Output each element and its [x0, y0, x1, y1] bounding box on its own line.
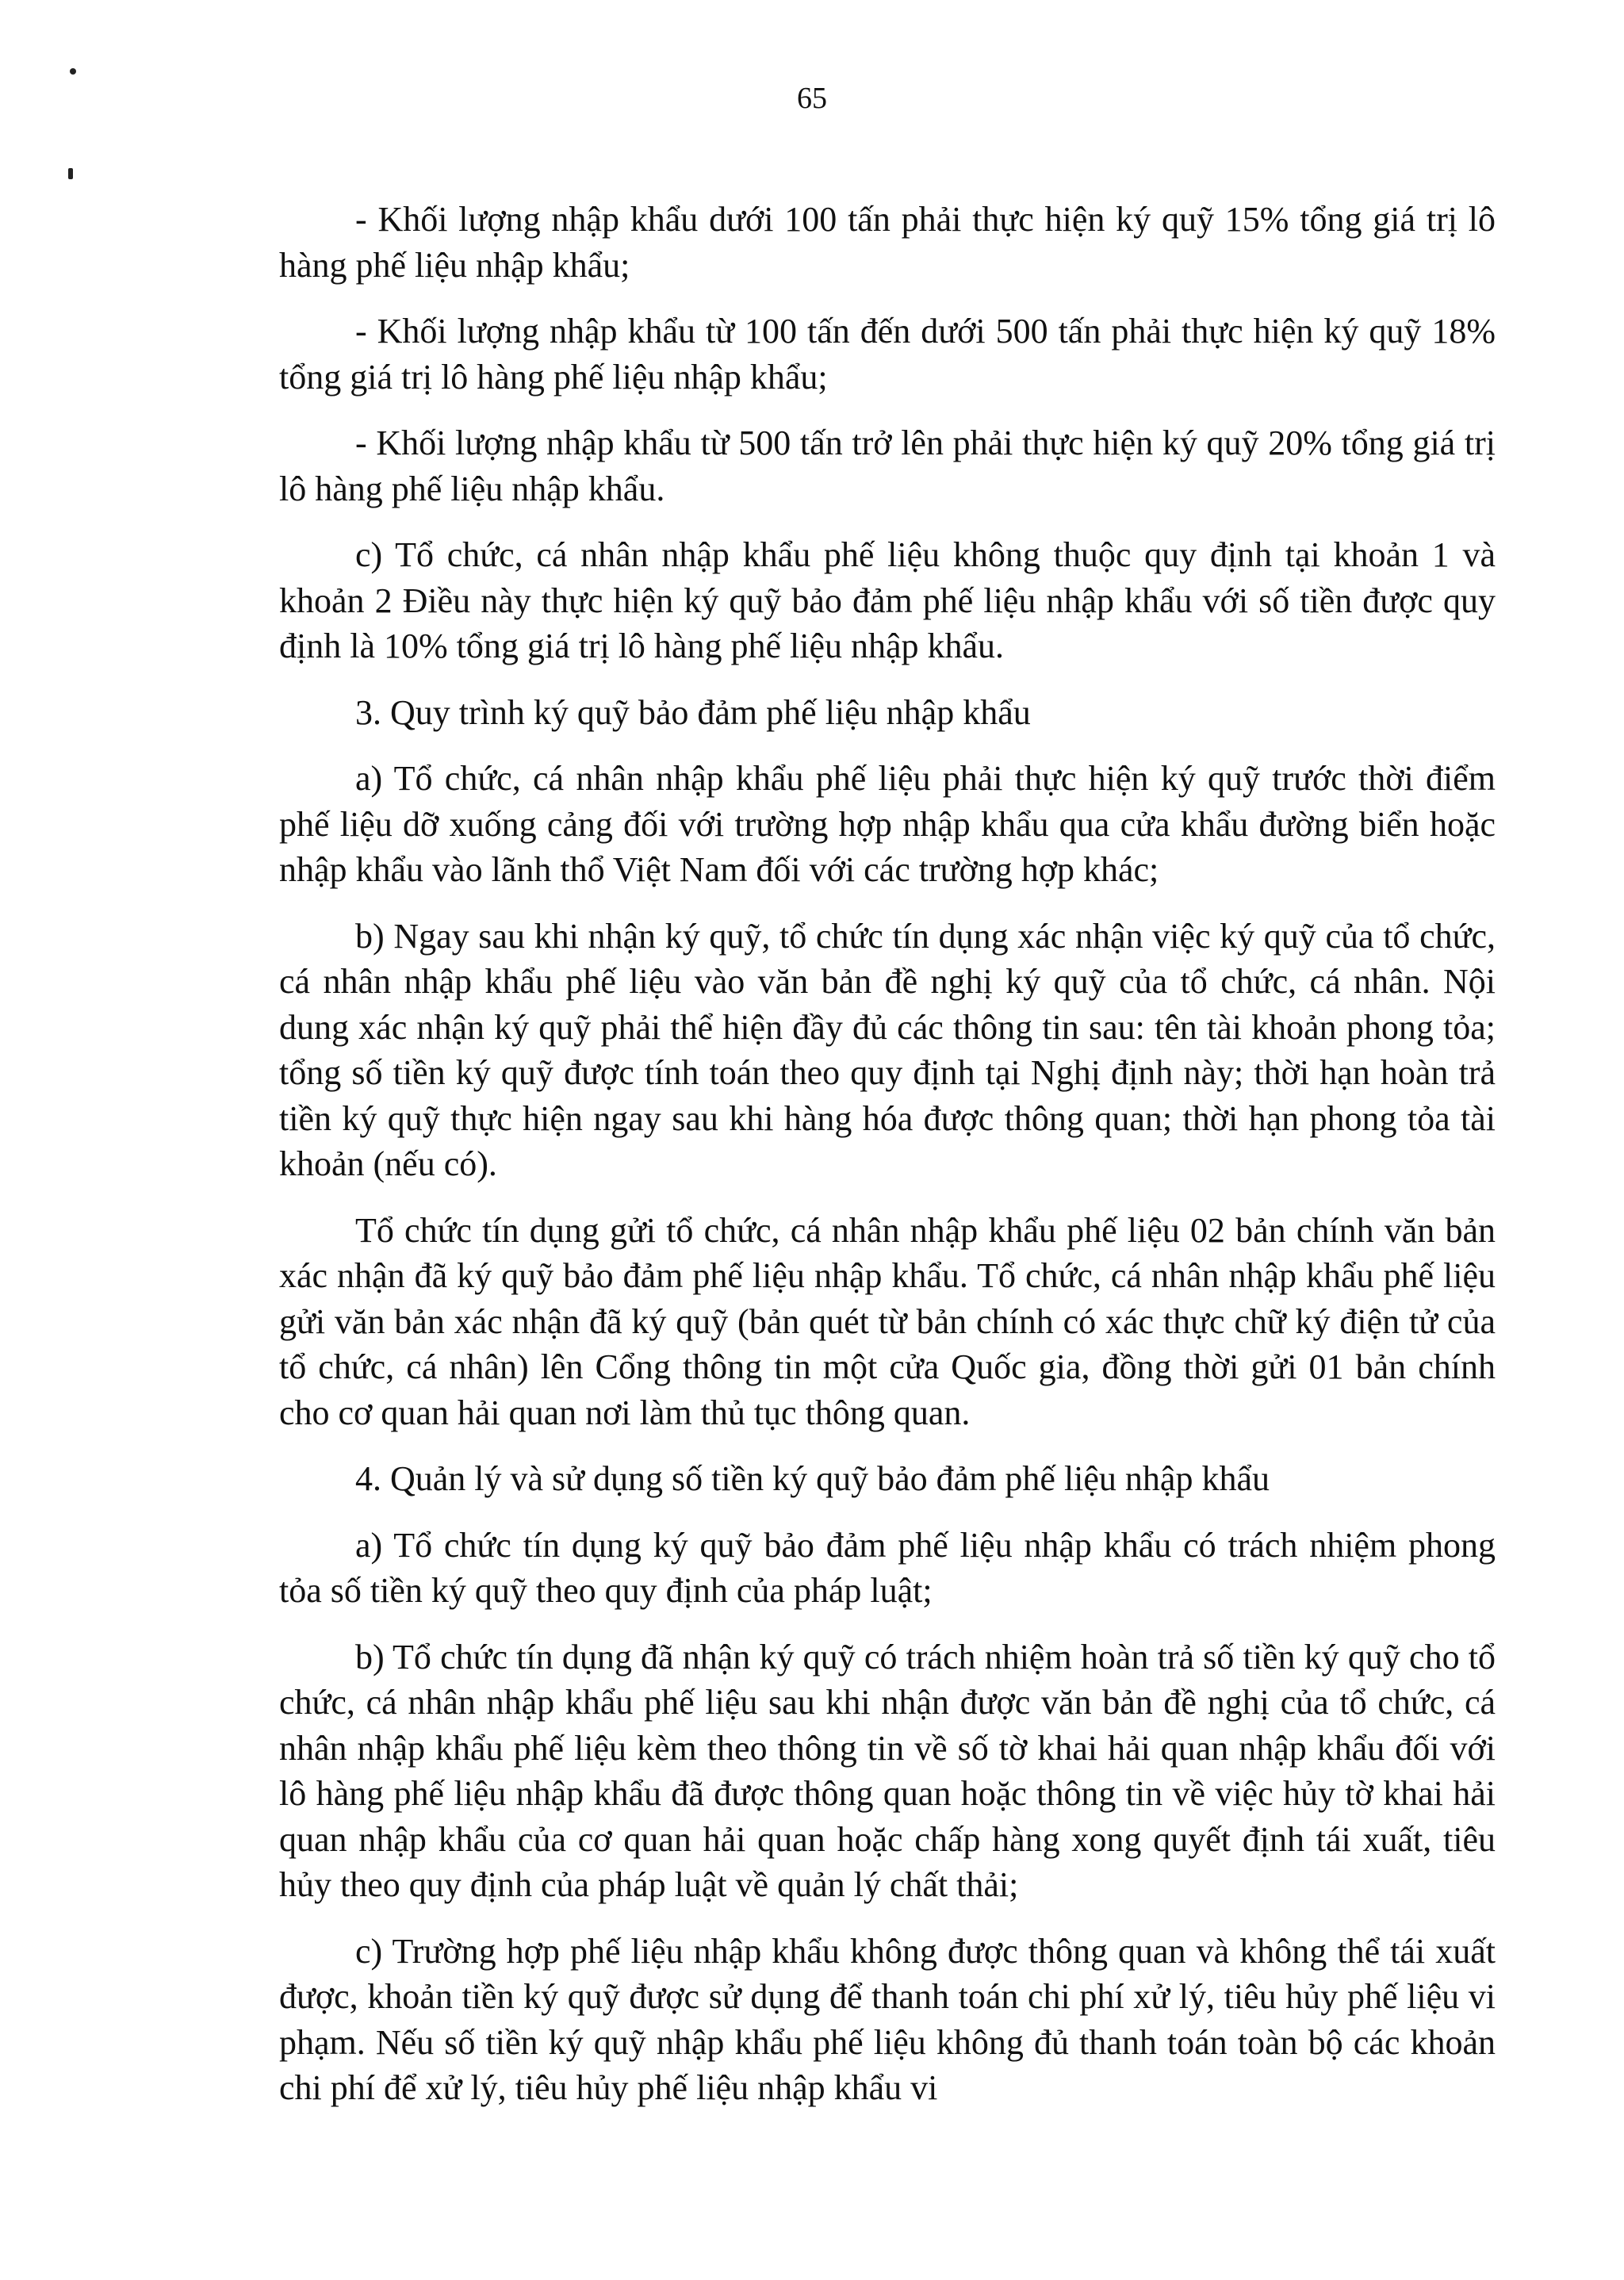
clause-b-refund-deposit: b) Tổ chức tín dụng đã nhận ký quỹ có trách nhiệm hoàn trả số tiền ký quỹ cho tổ chức, cá nhân nhập khẩu phế liệu sau khi nhận được văn bản đề nghị của tổ chức, cá nhân nhập khẩu phế liệu kèm theo thông tin về số tờ khai hải quan nhập khẩu đối với lô hàng phế liệu nhập khẩu đã được thông quan hoặc thông tin về việc hủy tờ khai hải quan nhập khẩu của cơ quan hải quan hoặc chấp hàng xong quyết định tái xuất, tiêu hủy theo quy định của pháp luật về quản lý chất thải;: [279, 1637, 1496, 1904]
clause-a-deposit-timing: a) Tổ chức, cá nhân nhập khẩu phế liệu phải thực hiện ký quỹ trước thời điểm phế liệu dỡ xuống cảng đối với trường hợp nhập khẩu qua cửa khẩu đường biển hoặc nhập khẩu vào lãnh thổ Việt Nam đối với các trường hợp khác;: [279, 759, 1496, 889]
list-item-over-500-tons: - Khối lượng nhập khẩu từ 500 tấn trở lên phải thực hiện ký quỹ 20% tổng giá trị lô hàng phế liệu nhập khẩu.: [279, 423, 1496, 508]
clause-b-deposit-confirmation: b) Ngay sau khi nhận ký quỹ, tổ chức tín dụng xác nhận việc ký quỹ của tổ chức, cá nhân nhập khẩu phế liệu vào văn bản đề nghị ký quỹ của tổ chức, cá nhân. Nội dung xác nhận ký quỹ phải thể hiện đầy đủ các thông tin sau: tên tài khoản phong tỏa; tổng số tiền ký quỹ được tính toán theo quy định tại Nghị định này; thời hạn hoàn trả tiền ký quỹ thực hiện ngay sau khi hàng hóa được thông quan; thời hạn phong tỏa tài khoản (nếu có).: [279, 916, 1496, 1183]
clause-a-blocking-deposit: a) Tổ chức tín dụng ký quỹ bảo đảm phế liệu nhập khẩu có trách nhiệm phong tỏa số tiền ký quỹ theo quy định của pháp luật;: [279, 1525, 1496, 1610]
page-number: 65: [797, 82, 827, 115]
list-item-100-to-500-tons: - Khối lượng nhập khẩu từ 100 tấn đến dưới 500 tấn phải thực hiện ký quỹ 18% tổng giá trị lô hàng phế liệu nhập khẩu;: [279, 312, 1496, 397]
paragraph-credit-institution-documents: Tổ chức tín dụng gửi tổ chức, cá nhân nhập khẩu phế liệu 02 bản chính văn bản xác nhận đã ký quỹ bảo đảm phế liệu nhập khẩu. Tổ chức, cá nhân nhập khẩu phế liệu gửi văn bản xác nhận đã ký quỹ (bản quét từ bản chính có xác thực chữ ký điện tử của tổ chức, cá nhân) lên Cổng thông tin một cửa Quốc gia, đồng thời gửi 01 bản chính cho cơ quan hải quan nơi làm thủ tục thông quan.: [279, 1210, 1496, 1432]
clause-c-other-importers: c) Tổ chức, cá nhân nhập khẩu phế liệu không thuộc quy định tại khoản 1 và khoản 2 Điều này thực hiện ký quỹ bảo đảm phế liệu nhập khẩu với số tiền được quy định là 10% tổng giá trị lô hàng phế liệu nhập khẩu.: [279, 535, 1496, 665]
clause-c-use-of-deposit: c) Trường hợp phế liệu nhập khẩu không được thông quan và không thể tái xuất được, khoản tiền ký quỹ được sử dụng để thanh toán chi phí xử lý, tiêu hủy phế liệu vi phạm. Nếu số tiền ký quỹ nhập khẩu phế liệu không đủ thanh toán toàn bộ các khoản chi phí để xử lý, tiêu hủy phế liệu nhập khẩu vi: [279, 1931, 1496, 2107]
document-body: [279, 197, 1496, 2132]
scan-speck: [68, 168, 73, 179]
section-heading-4: 4. Quản lý và sử dụng số tiền ký quỹ bảo đảm phế liệu nhập khẩu: [355, 1459, 1270, 1498]
section-heading-3: 3. Quy trình ký quỹ bảo đảm phế liệu nhập khẩu: [355, 692, 1031, 732]
scan-speck: [70, 68, 76, 75]
list-item-under-100-tons: - Khối lượng nhập khẩu dưới 100 tấn phải thực hiện ký quỹ 15% tổng giá trị lô hàng phế liệu nhập khẩu;: [279, 200, 1496, 285]
